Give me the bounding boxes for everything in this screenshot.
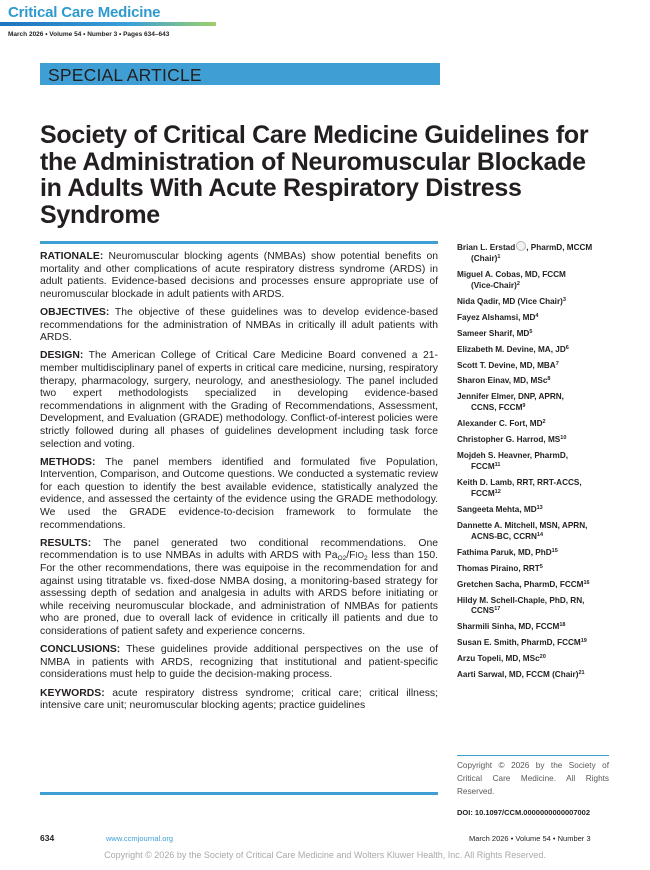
objectives-text: The objective of these guidelines was to develop evidence-based recommendations for the administration of NMBAs in critically ill adult patients with ARDS. bbox=[40, 306, 439, 344]
author-name: Sharon Einav, MD, MSc bbox=[457, 376, 548, 386]
author-name-line2: FCCM bbox=[471, 462, 495, 472]
author-name: Alexander C. Fort, MD bbox=[457, 419, 543, 429]
author-name: Brian L. Erstad bbox=[457, 243, 516, 252]
results-text-rest: less than 150. For the other recommendations, there was equipoise in the recommendation for and against using titratable vs. fixed-dose NMBA dosing, a monitoring-based strategy for assessing depth of sedation and analgesia in adults with ARDS before initiating or while receiving neuromuscular blockade, and administration of NMBAs for patients who are proned, due to overall lack of evidence in critically ill patients and due to considerations of patient safety and experience concerns. bbox=[40, 550, 438, 637]
author-name-line2: CCNS bbox=[471, 606, 495, 616]
author-affiliation-mark: 16 bbox=[583, 579, 590, 586]
author-affiliation-mark: 13 bbox=[536, 504, 543, 511]
abstract-rationale bbox=[40, 251, 438, 301]
author-item bbox=[457, 622, 627, 633]
author-item bbox=[457, 270, 627, 292]
author-name-line2: FCCM bbox=[471, 488, 495, 498]
abstract-bottom-rule bbox=[40, 792, 438, 795]
author-name-continued bbox=[457, 532, 627, 543]
author-name-continued bbox=[457, 254, 627, 265]
footer-issue: March 2026 • Volume 54 • Number 3 bbox=[469, 834, 591, 843]
author-affiliation-mark: 18 bbox=[559, 622, 566, 629]
author-name-continued bbox=[457, 281, 627, 292]
author-name: Sangeeta Mehta, MD bbox=[457, 504, 537, 514]
author-name-continued bbox=[457, 489, 627, 500]
author-name: Elizabeth M. Devine, MA, JD bbox=[457, 344, 566, 354]
author-item bbox=[457, 580, 627, 591]
design-text: The American College of Critical Care Medicine Board convened a 21-member multidisciplinary panel of experts in critical care medicine, nursing, respiratory therapy, pharmacology, surgery, neurology, and anesthesiology. The panel included two expert methodologists specialized in developing evidence-based recommendations in alignment with the Grading of Recommendations, Assessment, Development, and Evaluation (GRADE) methodology. Conflict-of-interest policies were strictly followed during all phases of guidelines development including task force selection and voting. bbox=[40, 350, 438, 450]
journal-url-link[interactable]: www.ccmjournal.org bbox=[106, 834, 174, 843]
author-item bbox=[457, 596, 627, 618]
author-affiliation-mark: 3 bbox=[562, 296, 566, 303]
author-item bbox=[457, 478, 627, 500]
author-affiliation-mark: 1 bbox=[497, 253, 501, 260]
author-name: Scott T. Devine, MD, MBA bbox=[457, 360, 556, 370]
conclusions-text: These guidelines provide additional perspectives on the use of NMBA in patients with ARDS, recognizing that institutional and patient-specific considerations must help to guide the decision-making process. bbox=[40, 644, 438, 681]
author-affiliation-mark: 11 bbox=[494, 462, 501, 469]
author-name: Susan E. Smith, PharmD, FCCM bbox=[457, 638, 581, 648]
author-affiliation-mark: 4 bbox=[535, 312, 539, 319]
author-item bbox=[457, 548, 627, 559]
results-slash: /F bbox=[346, 550, 356, 562]
abstract-conclusions bbox=[40, 644, 438, 682]
results-label: RESULTS: bbox=[40, 537, 92, 549]
author-name-continued bbox=[457, 403, 627, 414]
author-affiliation-mark: 7 bbox=[555, 360, 559, 367]
author-name-line2: CCNS, FCCM bbox=[471, 403, 523, 413]
results-sub-o2: O2 bbox=[337, 555, 347, 563]
author-name: Thomas Piraino, RRT bbox=[457, 563, 540, 573]
author-name: Mojdeh S. Heavner, PharmD, bbox=[457, 451, 569, 461]
author-list bbox=[457, 241, 627, 686]
doi[interactable]: DOI: 10.1097/CCM.0000000000007002 bbox=[457, 808, 591, 817]
abstract-methods bbox=[40, 457, 438, 533]
footer-copyright: Copyright © 2026 by the Society of Critical Care Medicine and Wolters Kluwer Health, Inc. All Rights Reserved. bbox=[104, 850, 546, 860]
author-affiliation-mark: 5 bbox=[529, 328, 533, 335]
author-name: Fayez Alshamsi, MD bbox=[457, 312, 536, 322]
author-affiliation-mark: 17 bbox=[494, 606, 501, 613]
author-item bbox=[457, 313, 627, 324]
author-item bbox=[457, 297, 627, 308]
author-item bbox=[457, 376, 627, 387]
author-name: Dannette A. Mitchell, MSN, APRN, bbox=[457, 520, 588, 530]
author-affiliation-mark: 9 bbox=[522, 403, 526, 410]
author-name-continued bbox=[457, 462, 627, 473]
author-item bbox=[457, 241, 627, 265]
author-name: Jennifer Elmer, DNP, APRN, bbox=[457, 392, 564, 402]
author-name: Nida Qadir, MD (Vice Chair) bbox=[457, 296, 563, 306]
author-name-line2: ACNS-BC, CCRN bbox=[471, 531, 537, 541]
conclusions-label: CONCLUSIONS: bbox=[40, 644, 121, 656]
article-title: Society of Critical Care Medicine Guidelines for the Administration of Neuromuscular Blockade in Adults With Acute Respiratory Distress Syndrome bbox=[40, 121, 589, 229]
author-affiliation-mark: 15 bbox=[551, 547, 558, 554]
copyright-notice: Copyright © 2026 by the Society of Critical Care Medicine. All Rights Reserved. bbox=[457, 761, 609, 796]
author-item bbox=[457, 505, 627, 516]
author-item bbox=[457, 638, 627, 649]
author-affiliation-mark: 14 bbox=[536, 531, 544, 538]
copyright-rule bbox=[457, 755, 609, 756]
author-item bbox=[457, 419, 627, 430]
abstract-objectives bbox=[40, 307, 438, 345]
journal-name: Critical Care Medicine bbox=[8, 4, 161, 21]
author-affiliation-mark: 19 bbox=[580, 638, 587, 645]
methods-text: The panel members identified and formulated five Population, Intervention, Comparison, and Outcome questions. We conducted a systematic review for each question to identify the best available evidence, statistically analyzed the evidence, and assessed the certainty of the evidence using the GRADE methodology. We used the GRADE evidence-to-decision framework to formulate the recommendations. bbox=[40, 456, 438, 531]
abstract bbox=[40, 241, 438, 795]
article-type: SPECIAL ARTICLE bbox=[48, 65, 202, 85]
author-affiliation-mark: 21 bbox=[578, 670, 585, 677]
author-item bbox=[457, 361, 627, 372]
author-affiliation-mark: 12 bbox=[494, 488, 501, 495]
author-affiliation-mark: 2 bbox=[516, 280, 520, 287]
author-degree: , PharmD, MCCM bbox=[526, 243, 593, 252]
orcid-icon[interactable] bbox=[516, 241, 526, 251]
objectives-label: OBJECTIVES: bbox=[40, 306, 110, 318]
results-text: The panel generated two conditional recommendations. One recommendation is to use NMBAs in adults with ARDS with Pa bbox=[40, 537, 438, 562]
methods-label: METHODS: bbox=[40, 456, 96, 468]
abstract-keywords bbox=[40, 688, 438, 713]
author-item bbox=[457, 345, 627, 356]
author-item bbox=[457, 329, 627, 340]
author-affiliation-mark: 8 bbox=[547, 376, 551, 383]
author-affiliation-mark: 2 bbox=[542, 419, 546, 426]
author-item bbox=[457, 451, 627, 473]
rationale-label: RATIONALE: bbox=[40, 251, 104, 262]
author-item bbox=[457, 670, 627, 681]
issue-info: March 2026 • Volume 54 • Number 3 • Pages 634–643 bbox=[8, 31, 170, 38]
author-name: Arzu Topeli, MD, MSc bbox=[457, 654, 540, 664]
author-name-line2: (Chair) bbox=[471, 253, 498, 263]
author-name: Miguel A. Cobas, MD, FCCM bbox=[457, 269, 566, 279]
author-name: Keith D. Lamb, RRT, RRT-ACCS, bbox=[457, 478, 582, 487]
author-affiliation-mark: 20 bbox=[539, 654, 546, 661]
author-name: Sameer Sharif, MD bbox=[457, 328, 530, 338]
author-name: Gretchen Sacha, PharmD, FCCM bbox=[457, 579, 584, 589]
results-io: IO bbox=[355, 551, 364, 561]
author-name: Sharmili Sinha, MD, FCCM bbox=[457, 622, 560, 632]
author-affiliation-mark: 10 bbox=[560, 435, 567, 442]
author-item bbox=[457, 392, 627, 414]
author-name: Christopher G. Harrod, MS bbox=[457, 435, 561, 445]
results-sub-2: 2 bbox=[363, 555, 368, 563]
author-item bbox=[457, 521, 627, 543]
author-item bbox=[457, 654, 627, 665]
author-name: Aarti Sarwal, MD, FCCM (Chair) bbox=[457, 670, 579, 680]
author-name-continued bbox=[457, 606, 627, 617]
author-name: Fathima Paruk, MD, PhD bbox=[457, 547, 552, 557]
author-item bbox=[457, 564, 627, 575]
header-color-bar bbox=[0, 22, 216, 26]
design-label: DESIGN: bbox=[40, 350, 84, 362]
abstract-top-rule bbox=[40, 241, 438, 244]
author-name: Hildy M. Schell-Chaple, PhD, RN, bbox=[457, 595, 585, 605]
author-item bbox=[457, 435, 627, 446]
abstract-design bbox=[40, 350, 438, 451]
keywords-text: acute respiratory distress syndrome; critical care; critical illness; intensive care unit; neuromuscular blocking agents; practice guidelines bbox=[40, 687, 439, 712]
abstract-results bbox=[40, 538, 438, 639]
author-affiliation-mark: 6 bbox=[565, 344, 569, 351]
rationale-text: Neuromuscular blocking agents (NMBAs) show potential benefits on mortality and other complications of acute respiratory distress syndrome (ARDS) in adult patients. Evidence-based decisions and processes ensure appropriate use of neuromuscular blockade in adult patients with ARDS. bbox=[40, 251, 439, 300]
page-number: 634 bbox=[40, 833, 55, 843]
author-affiliation-mark: 5 bbox=[539, 563, 543, 570]
author-name-line2: (Vice-Chair) bbox=[471, 280, 517, 290]
keywords-label: KEYWORDS: bbox=[40, 687, 105, 699]
